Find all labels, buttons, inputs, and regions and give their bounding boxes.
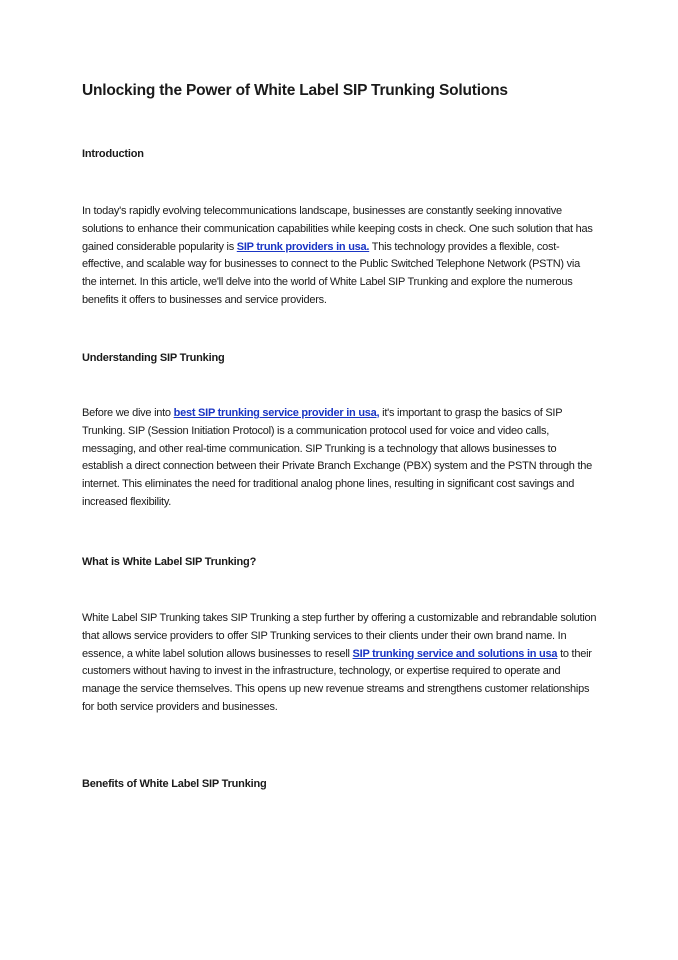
sip-trunking-service-solutions-link[interactable]: SIP trunking service and solutions in usa [352, 647, 558, 660]
introduction-paragraph [82, 203, 597, 310]
section-heading-what-is: What is White Label SIP Trunking? [82, 556, 257, 568]
document-title: Unlocking the Power of White Label SIP Trunking Solutions [82, 82, 508, 99]
what-is-paragraph [82, 610, 597, 717]
paragraph-text: Before we dive into [82, 407, 174, 419]
sip-trunk-providers-link[interactable]: SIP trunk providers in usa. [236, 240, 370, 253]
paragraph-text: In today's rapidly evolving telecommunications landscape, businesses are constantly seeking innovative solutions to enhance their communication capabilities while keeping costs in check. One such solution that has gained considerable popularity is [82, 205, 593, 253]
best-sip-trunking-provider-link[interactable]: best SIP trunking service provider in usa, [173, 407, 380, 419]
paragraph-text: it's important to grasp the basics of SIP Trunking. SIP (Session Initiation Protocol) is a communication protocol used for voice and video calls, messaging, and other real-time communication. SIP Trunking is a technology that allows businesses to establish a direct connection between their Private Branch Exchange (PBX) system and the PSTN through the internet. This eliminates the need for traditional analog phone lines, resulting in significant cost savings and increased flexibility. [82, 407, 592, 508]
paragraph-text: White Label SIP Trunking takes SIP Trunking a step further by offering a customizable and rebrandable solution that allows service providers to offer SIP Trunking services to their clients under their own brand name. In essence, a white label solution allows businesses to resell [82, 612, 597, 660]
paragraph-text: This technology provides a flexible, cost-effective, and scalable way for businesses to connect to the Public Switched Telephone Network (PSTN) via the internet. In this article, we'll delve into the world of White Label SIP Trunking and explore the numerous benefits it offers to businesses and service providers. [82, 240, 580, 306]
paragraph-text: to their customers without having to invest in the infrastructure, technology, or expertise required to operate and manage the service themselves. This opens up new revenue streams and strengthens customer relationships for both service providers and businesses. [82, 647, 592, 713]
section-heading-introduction: Introduction [82, 148, 144, 160]
understanding-paragraph [82, 405, 597, 512]
section-heading-understanding: Understanding SIP Trunking [82, 352, 225, 364]
section-heading-benefits: Benefits of White Label SIP Trunking [82, 778, 267, 790]
